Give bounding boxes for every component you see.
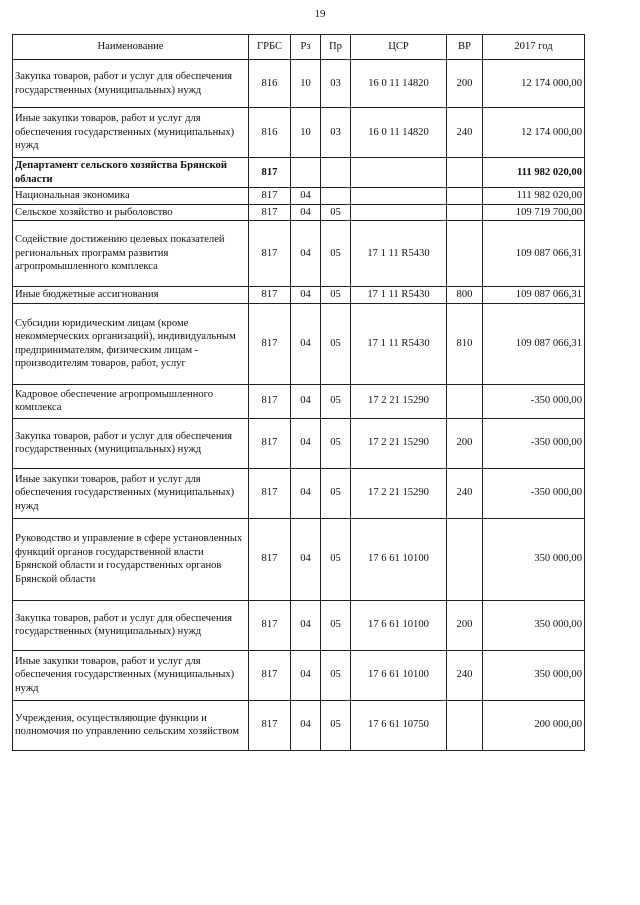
cell-amount: 350 000,00 — [483, 518, 585, 600]
cell-name: Иные бюджетные ассигнования — [13, 287, 249, 304]
cell-amount: 109 719 700,00 — [483, 204, 585, 221]
cell-csr: 17 2 21 15290 — [351, 418, 447, 468]
table-row — [13, 303, 585, 384]
cell-rz: 04 — [291, 188, 321, 205]
cell-rz — [291, 158, 321, 188]
table-row — [13, 108, 585, 158]
cell-vr — [447, 384, 483, 418]
cell-amount: 111 982 020,00 — [483, 188, 585, 205]
cell-name: Кадровое обеспечение агропромышленного комплекса — [13, 384, 249, 418]
cell-vr — [447, 188, 483, 205]
cell-grbs: 817 — [249, 418, 291, 468]
cell-name: Иные закупки товаров, работ и услуг для обеспечения государственных (муниципальных) нужд — [13, 468, 249, 518]
cell-grbs: 817 — [249, 158, 291, 188]
cell-vr — [447, 221, 483, 287]
table-row — [13, 204, 585, 221]
cell-csr: 17 2 21 15290 — [351, 468, 447, 518]
cell-grbs: 817 — [249, 700, 291, 750]
cell-name: Закупка товаров, работ и услуг для обеспечения государственных (муниципальных) нужд — [13, 418, 249, 468]
table-row — [13, 287, 585, 304]
cell-amount: 111 982 020,00 — [483, 158, 585, 188]
cell-amount: 109 087 066,31 — [483, 303, 585, 384]
cell-csr: 17 2 21 15290 — [351, 384, 447, 418]
cell-pr: 05 — [321, 650, 351, 700]
cell-name: Учреждения, осуществляющие функции и полномочия по управлению сельским хозяйством — [13, 700, 249, 750]
table-row — [13, 518, 585, 600]
cell-grbs: 817 — [249, 650, 291, 700]
cell-csr: 16 0 11 14820 — [351, 60, 447, 108]
table-row — [13, 60, 585, 108]
table-row — [13, 700, 585, 750]
cell-pr: 05 — [321, 221, 351, 287]
page-number: 19 — [314, 8, 326, 20]
table-row — [13, 468, 585, 518]
cell-pr: 05 — [321, 468, 351, 518]
cell-amount: 200 000,00 — [483, 700, 585, 750]
column-header-name: Наименование — [13, 35, 249, 60]
cell-name: Департамент сельского хозяйства Брянской области — [13, 158, 249, 188]
cell-name: Иные закупки товаров, работ и услуг для обеспечения государственных (муниципальных) нужд — [13, 108, 249, 158]
cell-amount: -350 000,00 — [483, 418, 585, 468]
cell-csr: 17 6 61 10100 — [351, 650, 447, 700]
cell-amount: 350 000,00 — [483, 600, 585, 650]
cell-name: Иные закупки товаров, работ и услуг для обеспечения государственных (муниципальных) нужд — [13, 650, 249, 700]
cell-grbs: 817 — [249, 600, 291, 650]
cell-name: Руководство и управление в сфере установленных функций органов государственной власти Брянской области и государственных органов Брянской области — [13, 518, 249, 600]
cell-pr: 05 — [321, 204, 351, 221]
cell-vr: 800 — [447, 287, 483, 304]
cell-amount: 109 087 066,31 — [483, 221, 585, 287]
cell-rz: 04 — [291, 221, 321, 287]
cell-csr — [351, 188, 447, 205]
cell-vr: 200 — [447, 600, 483, 650]
cell-rz: 04 — [291, 650, 321, 700]
cell-rz: 04 — [291, 287, 321, 304]
cell-vr: 240 — [447, 108, 483, 158]
cell-pr — [321, 158, 351, 188]
cell-pr: 03 — [321, 60, 351, 108]
budget-table — [12, 34, 585, 751]
table-row — [13, 650, 585, 700]
cell-rz: 10 — [291, 108, 321, 158]
cell-grbs: 817 — [249, 468, 291, 518]
column-header-year-2017: 2017 год — [483, 35, 585, 60]
cell-rz: 04 — [291, 700, 321, 750]
cell-vr — [447, 204, 483, 221]
cell-grbs: 816 — [249, 60, 291, 108]
cell-csr — [351, 158, 447, 188]
column-header-grbs: ГРБС — [249, 35, 291, 60]
cell-grbs: 816 — [249, 108, 291, 158]
cell-csr: 17 1 11 R5430 — [351, 287, 447, 304]
cell-rz: 04 — [291, 600, 321, 650]
cell-pr: 05 — [321, 518, 351, 600]
cell-pr: 05 — [321, 384, 351, 418]
cell-rz: 04 — [291, 418, 321, 468]
cell-name: Субсидии юридическим лицам (кроме некоммерческих организаций), индивидуальным предпринимателям, физическим лицам - производителям товаров, работ, услуг — [13, 303, 249, 384]
cell-grbs: 817 — [249, 287, 291, 304]
table-row — [13, 384, 585, 418]
cell-vr — [447, 158, 483, 188]
cell-rz: 10 — [291, 60, 321, 108]
cell-vr: 810 — [447, 303, 483, 384]
cell-grbs: 817 — [249, 221, 291, 287]
cell-csr: 17 6 61 10100 — [351, 600, 447, 650]
cell-rz: 04 — [291, 518, 321, 600]
table-row — [13, 600, 585, 650]
cell-csr: 16 0 11 14820 — [351, 108, 447, 158]
cell-grbs: 817 — [249, 303, 291, 384]
cell-vr: 240 — [447, 468, 483, 518]
cell-amount: 12 174 000,00 — [483, 108, 585, 158]
cell-grbs: 817 — [249, 384, 291, 418]
cell-grbs: 817 — [249, 188, 291, 205]
cell-csr — [351, 204, 447, 221]
cell-vr: 200 — [447, 60, 483, 108]
cell-vr: 240 — [447, 650, 483, 700]
cell-name: Закупка товаров, работ и услуг для обеспечения государственных (муниципальных) нужд — [13, 60, 249, 108]
cell-grbs: 817 — [249, 204, 291, 221]
column-header-rz: Рз — [291, 35, 321, 60]
cell-vr — [447, 700, 483, 750]
cell-name: Содействие достижению целевых показателей региональных программ развития агропромышленного комплекса — [13, 221, 249, 287]
table-row — [13, 221, 585, 287]
cell-name: Сельское хозяйство и рыболовство — [13, 204, 249, 221]
cell-pr — [321, 188, 351, 205]
cell-amount: -350 000,00 — [483, 384, 585, 418]
table-row — [13, 418, 585, 468]
cell-rz: 04 — [291, 303, 321, 384]
cell-pr: 05 — [321, 303, 351, 384]
cell-rz: 04 — [291, 384, 321, 418]
table-row — [13, 188, 585, 205]
cell-csr: 17 6 61 10100 — [351, 518, 447, 600]
column-header-csr: ЦСР — [351, 35, 447, 60]
cell-name: Национальная экономика — [13, 188, 249, 205]
cell-pr: 03 — [321, 108, 351, 158]
table-row — [13, 158, 585, 188]
cell-csr: 17 1 11 R5430 — [351, 303, 447, 384]
cell-csr: 17 1 11 R5430 — [351, 221, 447, 287]
table-header-row — [13, 35, 585, 60]
column-header-vr: ВР — [447, 35, 483, 60]
cell-grbs: 817 — [249, 518, 291, 600]
cell-pr: 05 — [321, 700, 351, 750]
column-header-pr: Пр — [321, 35, 351, 60]
cell-amount: 109 087 066,31 — [483, 287, 585, 304]
cell-name: Закупка товаров, работ и услуг для обеспечения государственных (муниципальных) нужд — [13, 600, 249, 650]
cell-pr: 05 — [321, 418, 351, 468]
cell-rz: 04 — [291, 204, 321, 221]
cell-amount: -350 000,00 — [483, 468, 585, 518]
cell-vr — [447, 518, 483, 600]
cell-amount: 350 000,00 — [483, 650, 585, 700]
cell-csr: 17 6 61 10750 — [351, 700, 447, 750]
cell-amount: 12 174 000,00 — [483, 60, 585, 108]
cell-pr: 05 — [321, 287, 351, 304]
cell-pr: 05 — [321, 600, 351, 650]
cell-rz: 04 — [291, 468, 321, 518]
cell-vr: 200 — [447, 418, 483, 468]
